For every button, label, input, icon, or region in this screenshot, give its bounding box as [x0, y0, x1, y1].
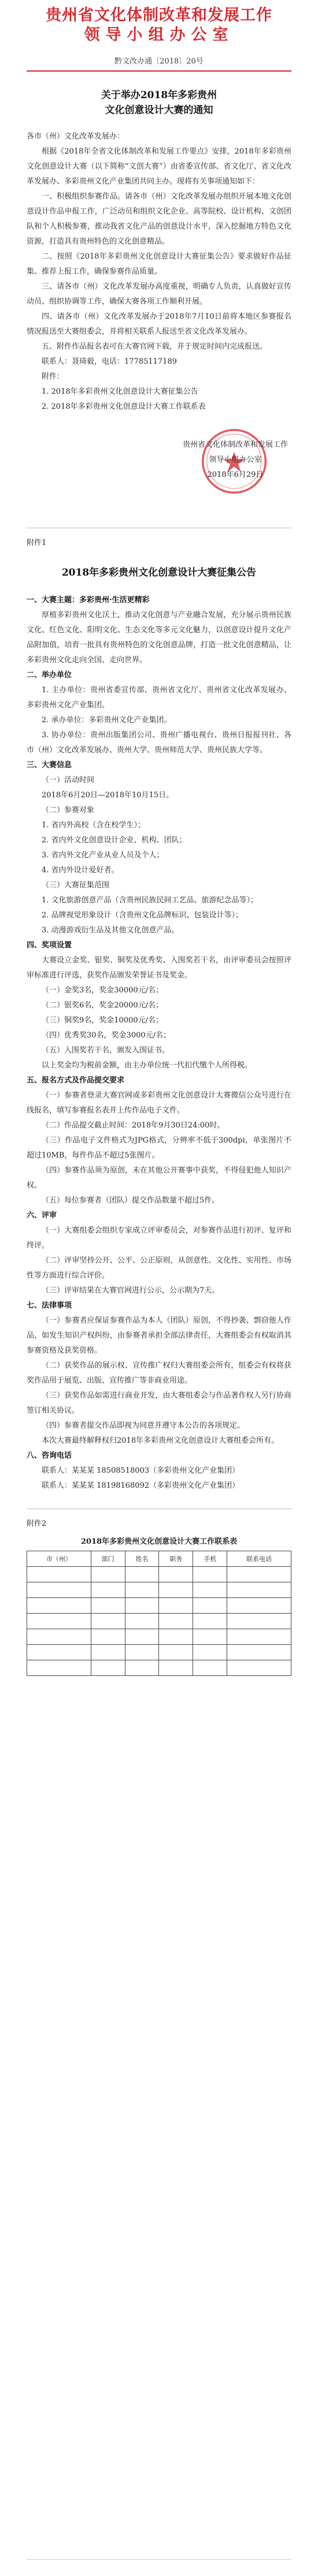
table-cell: [193, 1660, 227, 1676]
annex-section-heading: 二、举办单位: [27, 671, 72, 680]
annex2-table-title: 2018年多彩贵州文化创意设计大赛工作联系表: [80, 1537, 238, 1546]
annex-paragraph: （一）参赛者应保证参赛作品为本人（团队）原创，不得抄袭、剽窃他人作品，如发生知识产权纠纷，由参赛者承担全部法律责任，大赛组委会有权取消其参赛资格及获奖资格。: [27, 1316, 291, 1355]
table-cell: [91, 1567, 125, 1582]
annex-paragraph: 3. 动漫游戏衍生品及其他文化创意产品。: [42, 926, 179, 935]
table-cell: [125, 1645, 159, 1660]
notice-paragraph: 三、请各市（州）文化改革发展办高度重视，明确专人负责，认真做好宣传动员、组织协调等工作，确保大赛各项工作顺利开展。: [27, 282, 291, 306]
attachment-item: 1. 2018年多彩贵州文化创意设计大赛征集公告: [42, 387, 198, 396]
annex-section-heading: 五、报名方式及作品提交要求: [27, 1076, 125, 1085]
notice-title: [27, 88, 291, 118]
table-cell: [227, 1660, 291, 1676]
annex-section-heading: 六、评审: [27, 1211, 57, 1220]
letterhead-subtitle: 领导小组办公室: [84, 26, 234, 44]
annex-paragraph: （三）评审结果在大赛官网进行公示，公示期为7天。: [42, 1286, 220, 1295]
page-footer-line: [27, 2559, 291, 2560]
annex-paragraph: 联系人：某某某 18198168092（多彩贵州文化产业集团）: [42, 1481, 240, 1490]
table-header-row: [27, 1551, 291, 1567]
annex-paragraph: （一）参赛者登录大赛官网或多彩贵州文化创意设计大赛微信公众号进行在线报名，填写参赛报名表并上传作品电子文件。: [27, 1091, 291, 1115]
annex-paragraph: 大赛设立金奖、银奖、铜奖及优秀奖、入围奖若干名，由评审委员会按照评审标准进行评选，获奖作品颁发荣誉证书及奖金。: [27, 956, 291, 980]
annex-paragraph: 3. 协办单位：贵州出版集团公司、贵州广播电视台、贵州日报报刊社、各市（州）文化改革发展办、贵州大学、贵州师范大学、贵州民族大学等。: [27, 731, 291, 755]
table-cell: [91, 1645, 125, 1660]
notice-body: [27, 144, 291, 354]
annex-paragraph: 2018年6月20日—2018年10月15日。: [42, 791, 174, 800]
table-cell: [227, 1614, 291, 1629]
annex-section-heading: 八、咨询电话: [27, 1451, 72, 1460]
annex-paragraph: 2. 品牌视觉形象设计（含贵州文化品牌标识、包装设计等）；: [42, 911, 243, 920]
annex-paragraph: 2. 省内外文化创意设计企业、机构、团队；: [42, 836, 187, 845]
annex2-label: 附件2: [27, 1520, 47, 1528]
table-cell: [193, 1645, 227, 1660]
table-cell: [159, 1614, 193, 1629]
annex-paragraph: （三）获奖作品如需进行商业开发，由大赛组委会与作品著作权人另行协商签订相关协议。: [27, 1391, 291, 1415]
table-cell: [125, 1567, 159, 1582]
attachment-item: 2. 2018年多彩贵州文化创意设计大赛工作联系表: [42, 402, 206, 411]
table-cell: [227, 1629, 291, 1645]
table-cell: [227, 1645, 291, 1660]
annex-paragraph: （四）参赛作品须为原创，未在其他公开赛事中获奖，不得侵犯他人知识产权。: [27, 1166, 291, 1190]
annex-paragraph: （五）入围奖若干名，颁发入围证书。: [42, 1046, 170, 1055]
annex-paragraph: （四）参赛者提交作品即视为同意并遵守本公告的各项规定。: [42, 1421, 245, 1430]
signature-lines: [183, 438, 288, 483]
notice-title-line2: 文化创意设计大赛的通知: [105, 104, 213, 116]
annex-paragraph: （三）大赛征集范围: [42, 881, 110, 890]
table-row: [27, 1582, 291, 1598]
table-row: [27, 1645, 291, 1660]
signature-block: [27, 438, 291, 513]
notice-paragraph: 一、积极组织参赛作品。请各市（州）文化改革发展办组织开展本地文化创意设计作品申报工作，广泛动员和组织文化企业、高等院校、设计机构、文创团队和个人积极参赛，推动我省文化产品的创意设计水平，深入挖掘地方特色文化资源，打造具有贵州特色的文化创意精品。: [27, 192, 291, 246]
table-header-cell: 职务: [159, 1551, 193, 1567]
table-cell: [91, 1629, 125, 1645]
letterhead-title: 贵州省文化体制改革和发展工作: [46, 6, 272, 24]
table-cell: [193, 1629, 227, 1645]
annex-section-heading: 四、奖项设置: [27, 941, 72, 950]
notice-paragraph: 五、附件作品报名表可在大赛官网下载，并于规定时间内完成报送。: [42, 342, 268, 351]
annex-paragraph: 3. 省内外文化产业从业人员及个人；: [42, 851, 164, 860]
document-number: 黔文改办通〔2018〕20号: [114, 57, 204, 66]
attachments-label: 附件：: [42, 372, 65, 381]
table-cell: [125, 1629, 159, 1645]
table-cell: [227, 1598, 291, 1614]
table-cell: [125, 1614, 159, 1629]
table-cell: [27, 1614, 91, 1629]
annex-paragraph: （一）大赛组委会组织专家成立评审委员会，对参赛作品进行初评、复评和终评。: [27, 1226, 291, 1250]
annex-paragraph: （三）作品电子文件格式为JPG格式，分辨率不低于300dpi，单张图片不超过10MB，每件作品不超过5张图片。: [27, 1136, 291, 1160]
table-cell: [159, 1567, 193, 1582]
annex1-label: 附件1: [27, 539, 47, 547]
table-row: [27, 1629, 291, 1645]
signature-org-line2: 领导小组办公室: [209, 456, 262, 464]
table-cell: [27, 1645, 91, 1660]
table-cell: [193, 1567, 227, 1582]
annex-paragraph: （一）活动时间: [42, 776, 95, 785]
table-cell: [27, 1582, 91, 1598]
salutation: 各市（州）文化改革发展办：: [27, 132, 125, 141]
table-cell: [159, 1629, 193, 1645]
table-cell: [27, 1598, 91, 1614]
signature-org-line1: 贵州省文化体制改革和发展工作: [182, 440, 288, 449]
annex-paragraph: （二）作品提交截止时间：2018年9月30日24:00时。: [42, 1121, 225, 1130]
table-cell: [227, 1567, 291, 1582]
attachments-list: [27, 384, 291, 415]
table-cell: [91, 1660, 125, 1676]
table-row: [27, 1567, 291, 1582]
table-row: [27, 1660, 291, 1676]
annex-paragraph: 厚植多彩贵州文化沃土，推动文化创意与产业融合发展，充分展示贵州民族文化、红色文化、阳明文化、生态文化等多元文化魅力，以创意设计提升文化产品附加值，培育一批具有贵州特色的文化创意品牌，打造一批文化创意精品，让多彩贵州文化走向全国、走向世界。: [27, 611, 291, 664]
table-cell: [91, 1614, 125, 1629]
table-cell: [27, 1567, 91, 1582]
table-cell: [159, 1660, 193, 1676]
table-row: [27, 1614, 291, 1629]
table-cell: [193, 1598, 227, 1614]
table-cell: [27, 1629, 91, 1645]
annex-paragraph: 1. 文化旅游创意产品（含贵州民族民间工艺品、旅游纪念品等）；: [42, 896, 258, 905]
annex-paragraph: 4. 省内外设计爱好者。: [42, 866, 119, 875]
table-row: [27, 1598, 291, 1614]
annex-paragraph: （五）每位参赛者（团队）提交作品数量不超过5件。: [42, 1196, 220, 1205]
annex-paragraph: 1. 省内外高校（含在校学生）；: [42, 821, 146, 830]
table-body: [27, 1567, 291, 1676]
table-cell: [91, 1582, 125, 1598]
table-cell: [27, 1660, 91, 1676]
annex-paragraph: 联系人：某某某 18508518003（多彩贵州文化产业集团）: [42, 1466, 240, 1475]
annex1-body: [27, 593, 291, 1494]
table-cell: [159, 1598, 193, 1614]
table-header-cell: 联系电话: [227, 1551, 291, 1567]
annex-paragraph: 以上奖金均为税前金额，由主办单位统一代扣代缴个人所得税。: [42, 1061, 253, 1070]
contact-line: 联系人：聂琦毅，电话：17785117189: [42, 357, 177, 366]
red-divider-line: [27, 70, 291, 72]
annex-paragraph: （二）评审坚持公开、公平、公正原则，从创意性、文化性、实用性、市场性等方面进行综合评价。: [27, 1256, 291, 1280]
letterhead: [27, 0, 291, 67]
annex1-title: 2018年多彩贵州文化创意设计大赛征集公告: [61, 567, 257, 578]
notice-paragraph: 二、按照《2018年多彩贵州文化创意设计大赛征集公告》要求做好作品征集、推荐上报工作，确保参赛作品质量。: [27, 252, 291, 276]
table-cell: [159, 1645, 193, 1660]
notice-paragraph: 根据《2018年全省文化体制改革和发展工作要点》安排，2018年多彩贵州文化创意设计大赛（以下简称“文创大赛”）由省委宣传部、省文化厅、省文化改革发展办、多彩贵州文化产业集团共同主办。现将有关事项通知如下：: [27, 147, 291, 186]
contact-table: [27, 1551, 291, 1676]
annex-section-heading: 一、大赛主题：多彩贵州·生活更精彩: [27, 596, 150, 604]
table-cell: [125, 1598, 159, 1614]
table-cell: [125, 1582, 159, 1598]
table-cell: [193, 1614, 227, 1629]
notice-title-line1: 关于举办2018年多彩贵州: [101, 89, 217, 101]
annex-paragraph: 1. 主办单位：贵州省委宣传部、贵州省文化厅、贵州省文化改革发展办、多彩贵州文化产业集团。: [27, 686, 291, 710]
annex-section-heading: 三、大赛信息: [27, 761, 72, 770]
table-header-cell: 手机: [193, 1551, 227, 1567]
signature-date: 2018年6月29日: [207, 471, 264, 479]
table-header-cell: 部门: [91, 1551, 125, 1567]
annex-paragraph: （二）银奖6名，奖金20000元/名；: [42, 1001, 164, 1010]
annex-paragraph: （二）获奖作品的展示权、宣传推广权归大赛组委会所有，组委会有权将获奖作品用于展览、出版、宣传推广等非商业用途。: [27, 1361, 291, 1385]
annex-paragraph: （二）参赛对象: [42, 806, 95, 815]
table-header-cell: 市（州）: [27, 1551, 91, 1567]
notice-paragraph: 四、请各市（州）文化改革发展办于2018年7月10日前将本地区参赛报名情况报送至大赛组委会，并将相关联系人报送至省文化改革发展办。: [27, 312, 291, 336]
annex-paragraph: 本次大赛最终解释权归2018年多彩贵州文化创意设计大赛组委会所有。: [42, 1436, 279, 1445]
annex-section-heading: 七、法律事项: [27, 1301, 72, 1310]
annex-paragraph: （一）金奖3名，奖金30000元/名；: [42, 986, 164, 995]
annex-paragraph: （三）铜奖9名，奖金10000元/名；: [42, 1016, 164, 1025]
table-cell: [227, 1582, 291, 1598]
table-header-cell: 姓名: [125, 1551, 159, 1567]
annex-paragraph: 2. 承办单位：多彩贵州文化产业集团。: [42, 716, 172, 725]
table-cell: [159, 1582, 193, 1598]
table-cell: [91, 1598, 125, 1614]
annex-paragraph: （四）优秀奖30名，奖金3000元/名；: [42, 1031, 171, 1040]
table-cell: [125, 1660, 159, 1676]
table-cell: [193, 1582, 227, 1598]
